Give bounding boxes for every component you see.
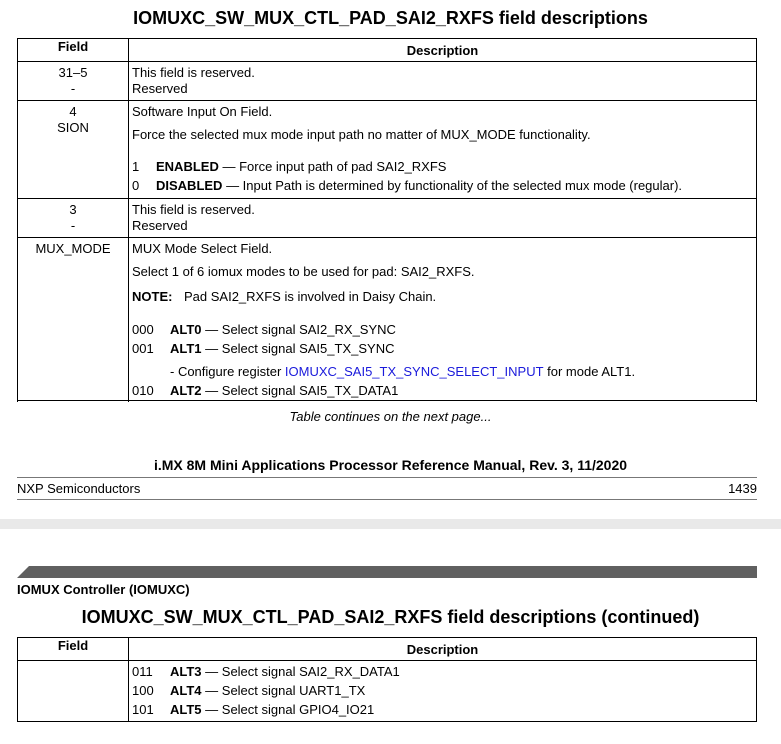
field-description: Force the selected mux mode input path no matter of MUX_MODE functionality. [132,127,591,142]
table-continues-note: Table continues on the next page... [289,409,492,424]
enum-value: 1 ENABLED — Force input path of pad SAI2_RXFS [132,159,447,174]
field-description: Software Input On Field. [132,104,273,119]
field-name: MUX_MODE [35,241,111,256]
page-title: IOMUXC_SW_MUX_CTL_PAD_SAI2_RXFS field descriptions [133,8,648,28]
table-row [18,661,757,722]
page-separator [0,519,781,529]
section-header: IOMUX Controller (IOMUXC) [17,582,190,597]
enum-value: 011 ALT3 — Select signal SAI2_RX_DATA1 [132,664,400,679]
field-bits: 3 [69,202,77,217]
table-row [18,62,757,101]
register-link[interactable]: IOMUXC_SAI5_TX_SYNC_SELECT_INPUT [284,364,544,379]
field-description: MUX Mode Select Field. [132,241,273,256]
description-header: Description [129,39,757,62]
enum-value: 010 ALT2 — Select signal SAI5_TX_DATA1 [132,383,399,398]
page-title: IOMUXC_SW_MUX_CTL_PAD_SAI2_RXFS field descriptions (continued) [81,607,700,627]
note: NOTE: Pad SAI2_RXFS is involved in Daisy Chain. [132,289,437,304]
footer-company: NXP Semiconductors [17,481,141,496]
field-header: Field [18,638,129,661]
footer-title: i.MX 8M Mini Applications Processor Reference Manual, Rev. 3, 11/2020 [153,457,628,473]
enum-value: 100 ALT4 — Select signal UART1_TX [132,683,366,698]
enum-value: 000 ALT0 — Select signal SAI2_RX_SYNC [132,322,396,337]
description-header: Description [129,638,757,661]
enum-value: 001 ALT1 — Select signal SAI5_TX_SYNC [132,341,395,356]
table-row [18,238,757,403]
field-table [17,38,757,402]
field-bits: 4 [69,104,77,119]
page-number: 1439 [728,481,757,496]
footer-rule [17,499,757,500]
table-bottom-rule [17,400,757,401]
field-description: Reserved [132,81,188,96]
field-name: SION [57,120,89,135]
field-table-clip [17,38,757,402]
field-bits: 31–5 [58,65,88,80]
header-bar [17,566,757,578]
field-description: This field is reserved. [132,65,255,80]
field-description: Reserved [132,218,188,233]
table-row [18,199,757,238]
field-name: - [70,81,76,96]
field-table-continued [17,637,757,722]
field-name: - [70,218,76,233]
field-description: Select 1 of 6 iomux modes to be used for pad: SAI2_RXFS. [132,264,475,279]
field-description: This field is reserved. [132,202,255,217]
enum-value: 101 ALT5 — Select signal GPIO4_IO21 [132,702,375,717]
table-row [18,101,757,199]
config-note: - Configure register IOMUXC_SAI5_TX_SYNC_SELECT_INPUT for mode ALT1. [170,364,636,379]
field-header: Field [18,39,129,62]
enum-value: 0 DISABLED — Input Path is determined by functionality of the selected mux mode (regular). [132,178,683,193]
footer-rule [17,477,757,478]
